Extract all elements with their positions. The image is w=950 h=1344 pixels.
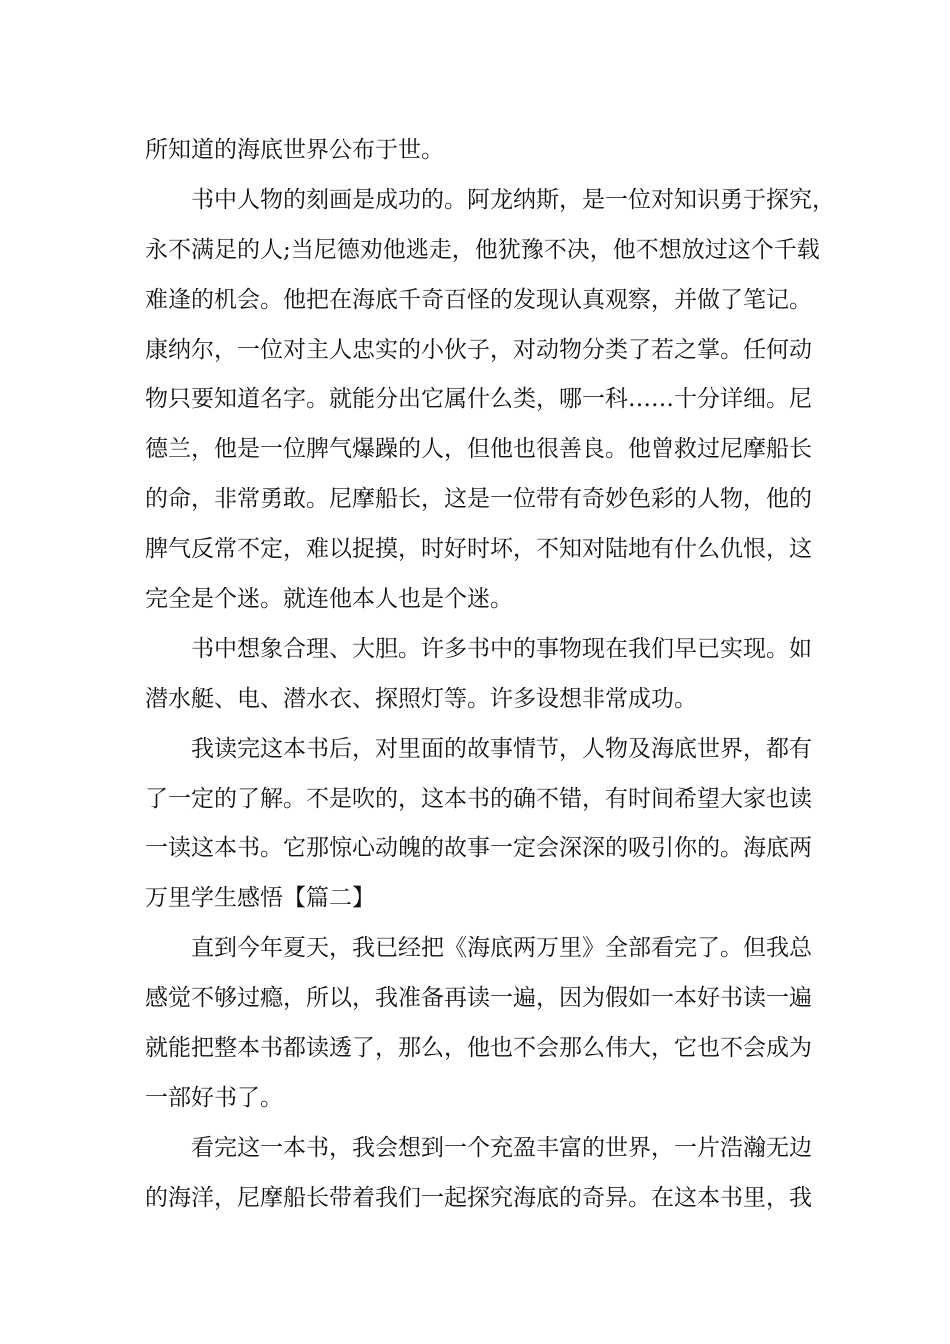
- text-line: 的海洋，尼摩船长带着我们一起探究海底的奇异。在这本书里，我: [145, 1184, 812, 1211]
- text-line: 难逢的机会。他把在海底千奇百怪的发现认真观察，并做了笔记。: [145, 286, 812, 313]
- text-line: 德兰，他是一位脾气爆躁的人，但他也很善良。他曾救过尼摩船长: [145, 436, 812, 463]
- text-line: 的命，非常勇敢。尼摩船长，这是一位带有奇妙色彩的人物，他的: [145, 486, 812, 513]
- text-line: 物只要知道名字。就能分出它属什么类，哪一科……十分详细。尼: [145, 386, 812, 413]
- text-line: 康纳尔，一位对主人忠实的小伙子，对动物分类了若之掌。任何动: [145, 336, 812, 363]
- text-line: 完全是个迷。就连他本人也是个迷。: [145, 586, 513, 613]
- text-line: 感觉不够过瘾，所以，我准备再读一遍，因为假如一本好书读一遍: [145, 985, 812, 1012]
- text-line: 一读这本书。它那惊心动魄的故事一定会深深的吸引你的。海底两: [145, 835, 812, 862]
- text-line: 看完这一本书，我会想到一个充盈丰富的世界，一片浩瀚无边: [191, 1134, 812, 1161]
- text-line: 潜水艇、电、潜水衣、探照灯等。许多设想非常成功。: [145, 685, 697, 712]
- text-line: 一部好书了。: [145, 1084, 283, 1111]
- text-line: 就能把整本书都读透了，那么，他也不会那么伟大，它也不会成为: [145, 1035, 812, 1062]
- text-line: 永不满足的人;当尼德劝他逃走，他犹豫不决，他不想放过这个千载: [145, 236, 820, 263]
- text-line: 脾气反常不定，难以捉摸，时好时坏，不知对陆地有什么仇恨，这: [145, 536, 812, 563]
- text-line: 直到今年夏天，我已经把《海底两万里》全部看完了。但我总: [191, 935, 812, 962]
- text-line: 书中人物的刻画是成功的。阿龙纳斯，是一位对知识勇于探究，: [191, 186, 835, 213]
- text-line: 我读完这本书后，对里面的故事情节，人物及海底世界，都有: [191, 735, 812, 762]
- text-line: 所知道的海底世界公布于世。: [145, 137, 444, 163]
- text-line: 了一定的了解。不是吹的，这本书的确不错，有时间希望大家也读: [145, 785, 812, 812]
- text-line: 书中想象合理、大胆。许多书中的事物现在我们早已实现。如: [191, 635, 812, 662]
- body-text: [145, 126, 835, 1224]
- text-line: 万里学生感悟【篇二】: [145, 885, 375, 912]
